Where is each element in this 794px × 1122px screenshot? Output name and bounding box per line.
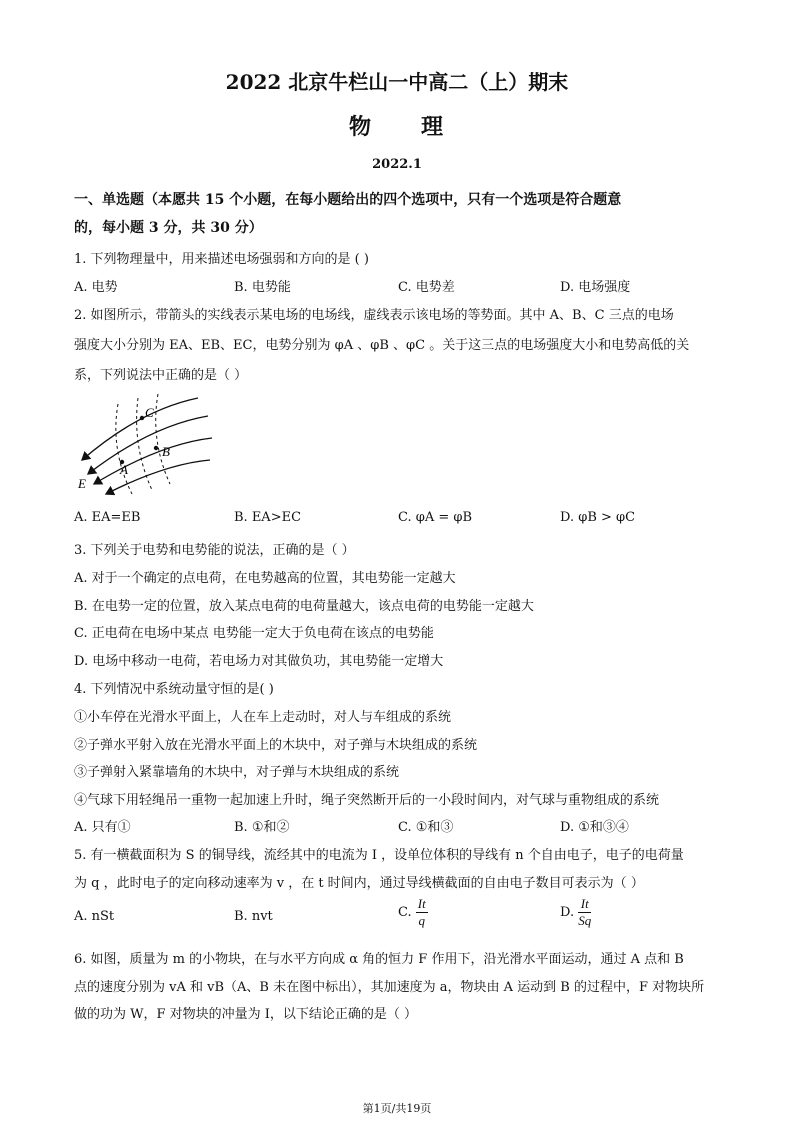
exam-title: 2022 北京牛栏山一中高二（上）期末 xyxy=(225,70,569,94)
q5-option-d-label: D. xyxy=(560,905,575,920)
exam-date: 2022.1 xyxy=(372,157,422,172)
q2-stem-line2: 强度大小分别为 EA、EB、EC，电势分别为 φA 、φB 、φC 。关于这三点的电场强度大小和电势高低的关 xyxy=(74,338,690,353)
q4-item-3: ③子弹射入紧靠墙角的木块中，对子弹与木块组成的系统 xyxy=(74,765,400,780)
q4-stem: 4. 下列情况中系统动量守恒的是( ) xyxy=(74,682,274,697)
point-c xyxy=(140,416,144,420)
q4-option-a: A. 只有① xyxy=(74,820,131,835)
q1-option-a: A. 电势 xyxy=(74,280,118,295)
q6-stem-line3: 做的功为 W，F 对物块的冲量为 I，以下结论正确的是（ ） xyxy=(74,1007,418,1022)
q5-option-a: A. nSt xyxy=(74,909,115,924)
q2-option-a: A. EA=EB xyxy=(74,510,141,525)
q5-option-d-denominator: Sq xyxy=(578,913,592,928)
q4-item-2: ②子弹水平射入放在光滑水平面上的木块中，对子弹与木块组成的系统 xyxy=(74,738,478,753)
q6-stem-line1: 6. 如图，质量为 m 的小物块，在与水平方向成 α 角的恒力 F 作用下，沿光滑水平面运动，通过 A 点和 B xyxy=(74,952,684,967)
q5-option-c-denominator: q xyxy=(418,913,425,928)
section-heading-line1: 一、单选题（本愿共 15 个小题，在每小题给出的四个选项中，只有一个选项是符合题意 xyxy=(74,192,622,208)
q4-item-4: ④气球下用轻绳吊一重物一起加速上升时，绳子突然断开后的一小段时间内，对气球与重物组成的系统 xyxy=(74,793,660,808)
page-number: 第1页/共19页 xyxy=(362,1102,432,1115)
q1-option-c: C. 电势差 xyxy=(398,280,455,295)
subject-char-2: 理 xyxy=(421,114,446,140)
q5-option-c-fraction xyxy=(416,896,428,929)
q2-option-c: C. φA = φB xyxy=(398,510,473,525)
q3-option-d: D. 电场中移动一电荷，若电场力对其做负功，其电势能一定增大 xyxy=(74,654,444,669)
q2-option-d: D. φB > φC xyxy=(560,510,636,525)
q2-stem-line1: 2. 如图所示，带箭头的实线表示某电场的电场线，虚线表示该电场的等势面。其中 A、B、C 三点的电场 xyxy=(74,308,674,323)
q5-stem-line1: 5. 有一横截面积为 S 的铜导线，流经其中的电流为 I ，设单位体积的导线有 n 个自由电子，电子的电荷量 xyxy=(74,848,684,863)
q4-option-b: B. ①和② xyxy=(234,820,290,835)
label-b: B xyxy=(162,444,170,459)
field-line-2 xyxy=(88,416,208,474)
field-line-1 xyxy=(82,398,198,460)
point-b xyxy=(154,446,158,450)
field-line-3 xyxy=(94,438,212,484)
q3-option-a: A. 对于一个确定的点电荷，在电势越高的位置，其电势能一定越大 xyxy=(74,571,456,586)
q5-stem-line2: 为 q ，此时电子的定向移动速率为 v ，在 t 时间内，通过导线横截面的自由电子数目可表示为（ ） xyxy=(74,876,644,891)
q1-stem: 1. 下列物理量中，用来描述电场强弱和方向的是 ( ) xyxy=(74,252,369,267)
q4-option-c: C. ①和③ xyxy=(398,820,454,835)
q2-option-b: B. EA>EC xyxy=(234,510,302,525)
q2-stem-line3: 系，下列说法中正确的是（ ） xyxy=(74,368,248,383)
q3-stem: 3. 下列关于电势和电势能的说法，正确的是（ ） xyxy=(74,543,355,558)
subject-title xyxy=(0,110,794,141)
q5-option-c-numerator: It xyxy=(417,896,426,911)
label-c: C xyxy=(145,405,154,420)
q4-option-d: D. ①和③④ xyxy=(560,820,629,835)
q5-option-d-fraction xyxy=(578,896,591,929)
q5-option-d-numerator: It xyxy=(578,896,591,913)
q5-option-b: B. nvt xyxy=(234,909,273,924)
q1-option-b: B. 电势能 xyxy=(234,280,291,295)
q5-option-c xyxy=(398,896,428,929)
label-a: A xyxy=(120,462,128,477)
q5-option-c-label: C. xyxy=(398,905,412,920)
q5-option-d xyxy=(560,896,591,929)
section-heading-line2: 的，每小题 3 分，共 30 分） xyxy=(74,220,263,236)
q3-option-c: C. 正电荷在电场中某点 电势能一定大于负电荷在该点的电势能 xyxy=(74,626,434,641)
q6-stem-line2: 点的速度分别为 vA 和 vB（A、B 未在图中标出），其加速度为 a，物块由 A 运动到 B 的过程中，F 对物块所 xyxy=(74,980,705,995)
subject-char-1: 物 xyxy=(348,114,373,140)
q2-field-figure xyxy=(70,390,220,500)
q3-option-b: B. 在电势一定的位置，放入某点电荷的电荷量越大，该点电荷的电势能一定越大 xyxy=(74,599,534,614)
q4-item-1: ①小车停在光滑水平面上，人在车上走动时，对人与车组成的系统 xyxy=(74,710,452,725)
label-e: E xyxy=(78,476,86,491)
q1-option-d: D. 电场强度 xyxy=(560,280,631,295)
